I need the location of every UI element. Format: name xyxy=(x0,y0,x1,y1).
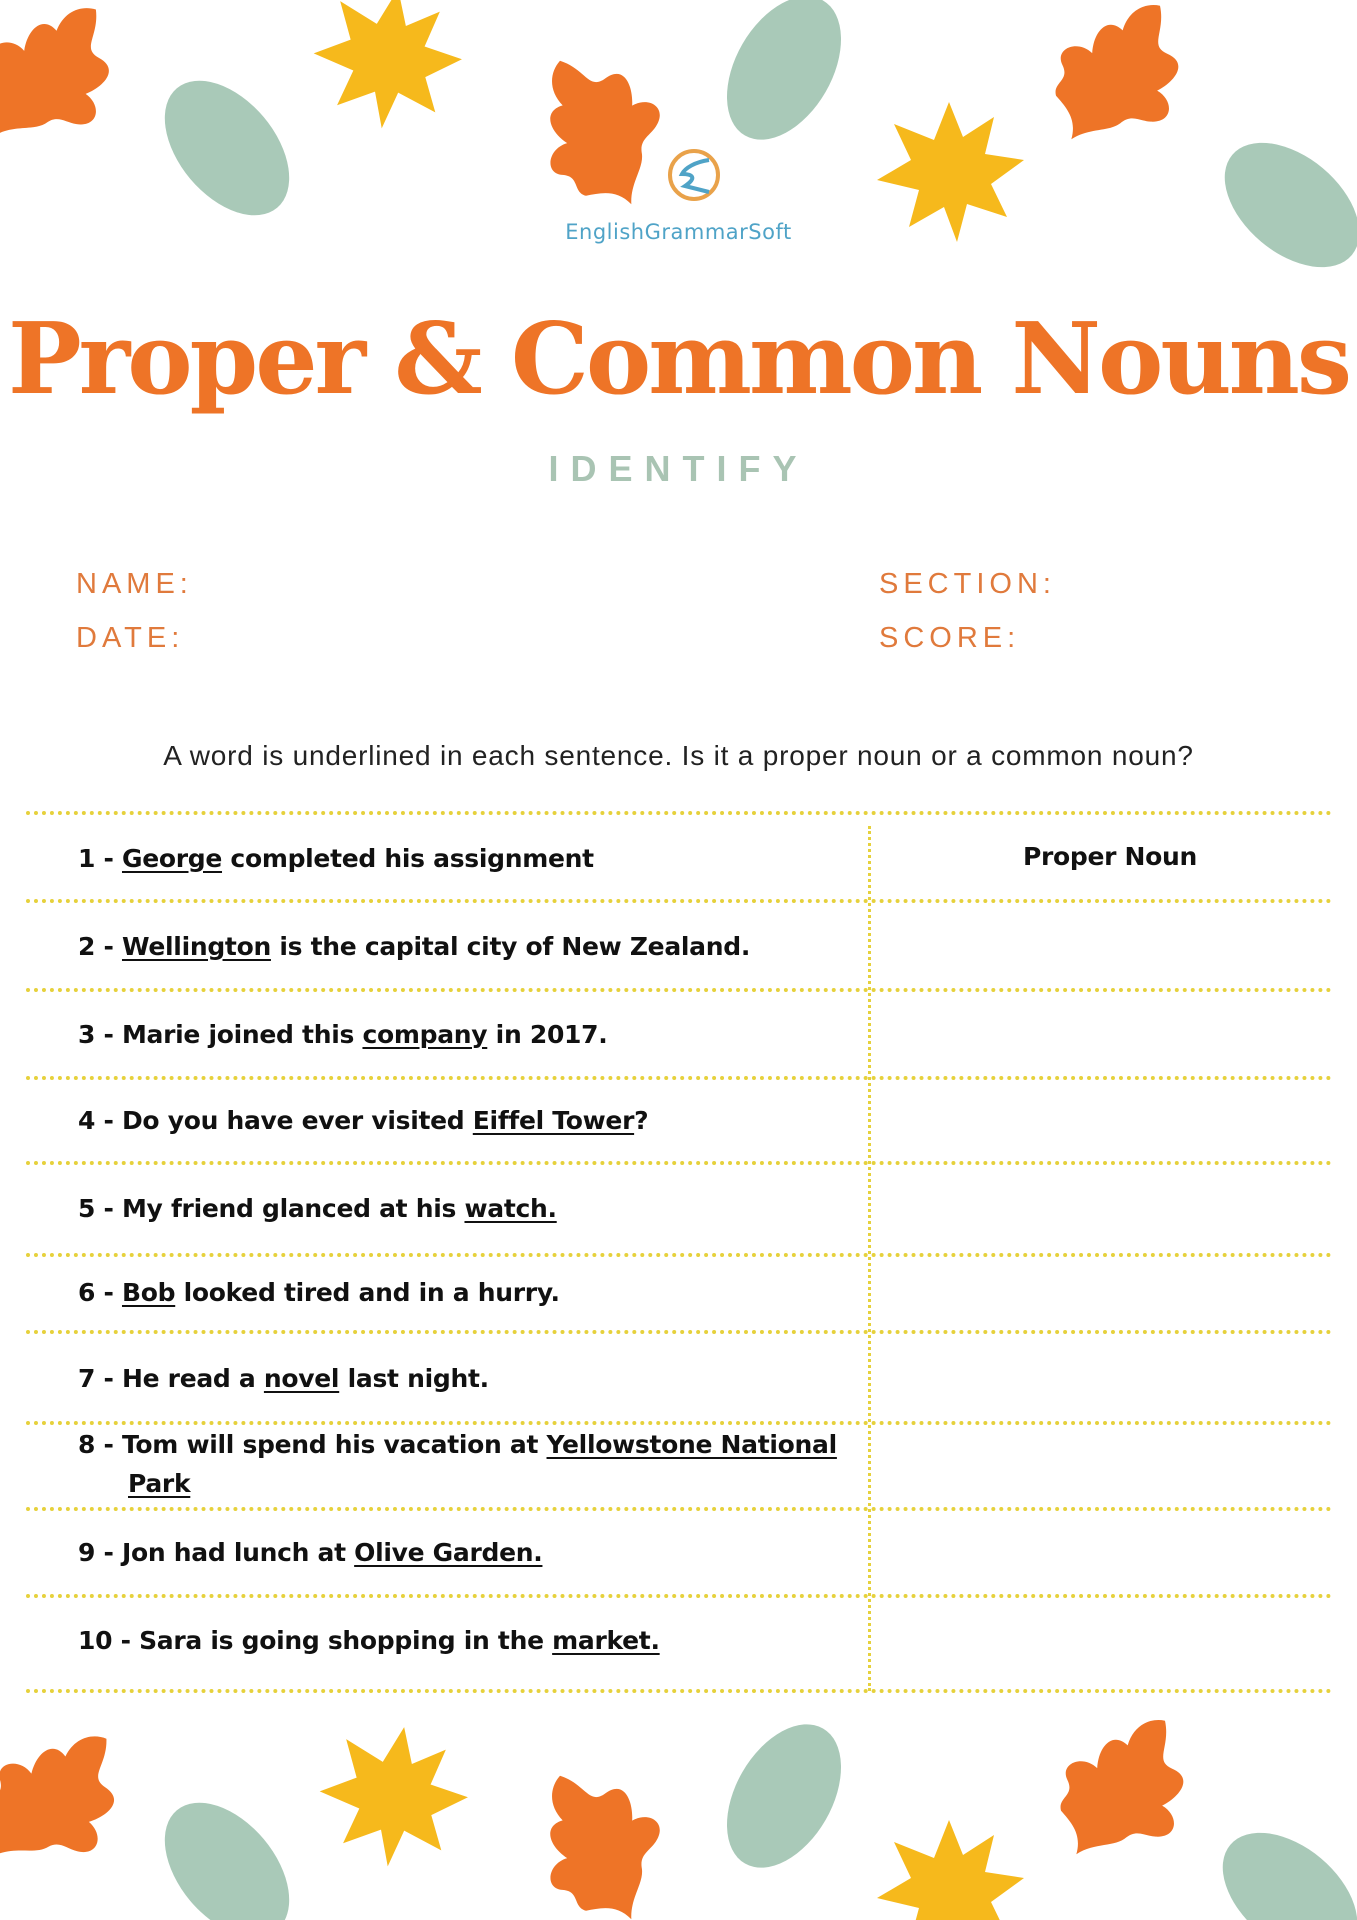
orange-leaf xyxy=(1032,1690,1218,1890)
question-text: ? xyxy=(634,1105,649,1135)
sage-leaf xyxy=(703,0,864,160)
instructions: A word is underlined in each sentence. Is it a proper noun or a common noun? xyxy=(163,740,1194,771)
orange-leaf xyxy=(1027,0,1213,175)
question-text: completed his assignment xyxy=(222,843,594,873)
row-divider xyxy=(26,1253,1332,1257)
question-10 xyxy=(78,1621,848,1660)
row-divider xyxy=(26,988,1332,992)
underlined-word: Yellowstone National Park xyxy=(128,1430,837,1498)
question-1 xyxy=(78,839,848,878)
question-text: last night. xyxy=(339,1363,489,1393)
question-number: 10 - xyxy=(78,1625,140,1655)
orange-leaf xyxy=(0,0,146,175)
question-3 xyxy=(78,1015,848,1054)
question-number: 3 - xyxy=(78,1019,122,1049)
name-field-label: NAME: xyxy=(76,568,193,600)
page-subtitle: IDENTIFY xyxy=(548,448,809,489)
row-divider xyxy=(26,1330,1332,1334)
question-7 xyxy=(78,1359,848,1398)
question-number: 5 - xyxy=(78,1193,122,1223)
question-text: Jon had lunch at xyxy=(121,1537,355,1567)
sage-leaf xyxy=(140,57,314,238)
underlined-word: novel xyxy=(263,1363,340,1393)
question-5 xyxy=(78,1189,848,1228)
sage-leaf xyxy=(140,1779,314,1920)
date-field-label: DATE: xyxy=(76,622,185,654)
yellow-leaf xyxy=(303,0,472,140)
underlined-word: Wellington xyxy=(121,931,271,961)
underlined-word: Eiffel Tower xyxy=(472,1105,635,1135)
brand-name: EnglishGrammarSoft xyxy=(565,220,792,244)
question-text: Marie joined this xyxy=(121,1019,363,1049)
underlined-word: company xyxy=(362,1019,488,1049)
row-divider xyxy=(26,1076,1332,1080)
question-number: 1 - xyxy=(78,843,122,873)
question-text: Tom will spend his vacation at xyxy=(121,1430,547,1459)
question-6 xyxy=(78,1273,848,1312)
yellow-leaf xyxy=(309,1715,478,1878)
underlined-word: Bob xyxy=(121,1277,176,1307)
score-field-label: SCORE: xyxy=(879,622,1021,654)
question-number: 7 - xyxy=(78,1363,122,1393)
question-number: 6 - xyxy=(78,1277,122,1307)
sage-leaf xyxy=(1201,118,1357,292)
question-2 xyxy=(78,927,848,966)
question-number: 8 - xyxy=(78,1430,122,1459)
question-number: 2 - xyxy=(78,931,122,961)
underlined-word: market. xyxy=(552,1625,660,1655)
question-9 xyxy=(78,1533,848,1572)
yellow-leaf xyxy=(877,1820,1024,1920)
question-number: 9 - xyxy=(78,1537,122,1567)
page-title: Proper & Common Nouns xyxy=(7,302,1349,417)
sage-leaf xyxy=(703,1704,864,1887)
underlined-word: watch. xyxy=(464,1193,557,1223)
underlined-word: Olive Garden. xyxy=(354,1537,543,1567)
row-divider xyxy=(26,811,1332,815)
row-divider xyxy=(26,1507,1332,1511)
question-number: 4 - xyxy=(78,1105,122,1135)
row-divider xyxy=(26,899,1332,903)
question-8 xyxy=(78,1425,848,1503)
question-text: is the capital city of New Zealand. xyxy=(270,931,751,961)
question-text: Do you have ever visited xyxy=(121,1105,473,1135)
question-text: My friend glanced at his xyxy=(121,1193,465,1223)
section-field-label: SECTION: xyxy=(879,568,1056,600)
sage-leaf xyxy=(1199,1808,1357,1920)
row-divider xyxy=(26,1594,1332,1598)
question-text: in 2017. xyxy=(487,1019,608,1049)
orange-leaf xyxy=(507,1745,693,1920)
question-4 xyxy=(78,1101,848,1140)
orange-leaf xyxy=(0,1699,153,1900)
question-text: looked tired and in a hurry. xyxy=(175,1277,560,1307)
answer-cell[interactable]: Proper Noun xyxy=(1022,842,1198,871)
question-text: He read a xyxy=(121,1363,264,1393)
row-divider xyxy=(26,1161,1332,1165)
column-divider xyxy=(868,826,871,1691)
question-text: Sara is going shopping in the xyxy=(139,1625,553,1655)
underlined-word: George xyxy=(121,843,223,873)
brand-logo-icon xyxy=(665,148,723,206)
row-divider xyxy=(26,1689,1332,1693)
